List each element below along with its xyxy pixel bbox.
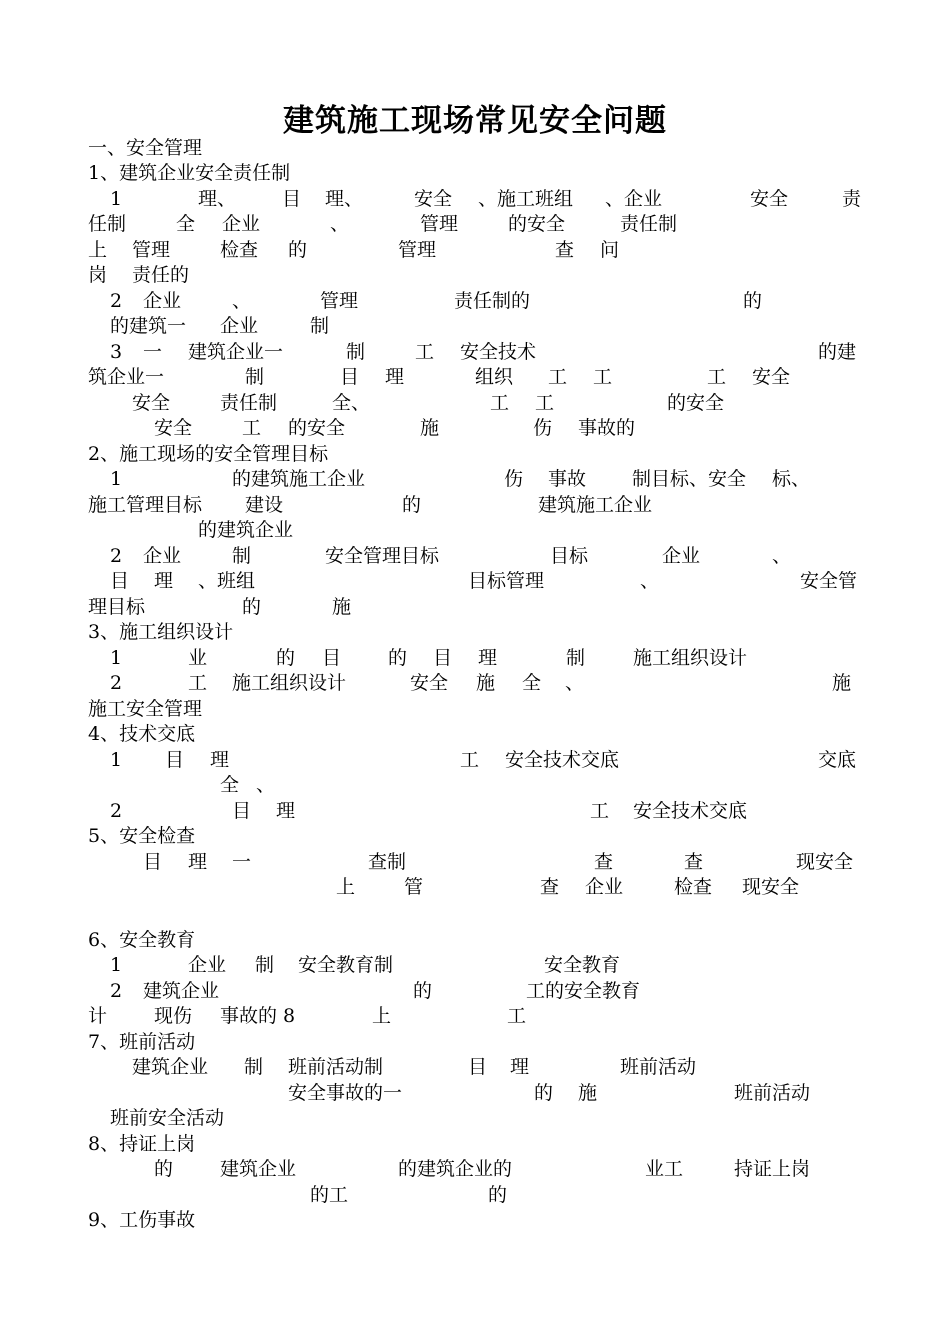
text-fragment: 责 [842,188,862,210]
text-fragment: 工 [548,366,568,388]
text-fragment: 1 [110,188,123,210]
text-line [0,721,950,747]
text-fragment: 制 [244,1056,264,1078]
text-fragment: 1 [110,468,123,490]
text-line [0,1131,950,1157]
text-fragment: 管理 [398,239,437,261]
text-fragment: 目标管理 [468,570,545,592]
text-fragment: 责任制 [620,213,678,235]
text-fragment: 施工组织设计 [232,672,347,694]
text-fragment: 建设 [245,494,284,516]
text-fragment: 目标 [550,545,589,567]
text-line [0,823,950,849]
text-fragment: 的建筑企业 [198,519,294,541]
text-fragment: 工 [242,417,262,439]
text-fragment: 建筑施工企业 [538,494,653,516]
text-fragment: 的 [388,647,408,669]
text-fragment: 现安全 [742,876,800,898]
text-line [0,313,950,339]
text-fragment: 目 [340,366,360,388]
text-fragment: 施工安全管理 [88,698,203,720]
text-fragment: 问 [600,239,620,261]
text-fragment: 理、 [198,188,237,210]
text-line [0,1080,950,1106]
text-fragment: 岗 [88,264,108,286]
text-fragment: 工 [593,366,613,388]
text-fragment: 管理 [320,290,359,312]
text-line [0,568,950,594]
text-line [0,952,950,978]
text-fragment: 制 [255,954,275,976]
text-fragment: 安全 [750,188,789,210]
text-fragment: 事故的 8 [220,1005,296,1027]
text-fragment: 企业 [143,545,182,567]
text-fragment: 企业 [188,954,227,976]
text-fragment: 1、建筑企业安全责任制 [88,162,291,184]
text-fragment: 1 [110,647,123,669]
text-line [0,186,950,212]
text-line [0,135,950,161]
text-fragment: 1 [110,954,123,976]
text-fragment: 安全 [132,392,171,414]
text-fragment: 业 [188,647,208,669]
text-fragment: 安全 [154,417,193,439]
text-fragment: 8、持证上岗 [88,1133,196,1155]
text-fragment: 7、班前活动 [88,1031,196,1053]
text-line [0,339,950,365]
text-fragment: 、企业 [605,188,663,210]
text-fragment: 施 [832,672,852,694]
text-line [0,441,950,467]
text-fragment: 的工 [310,1184,349,1206]
text-fragment: 班前活动制 [288,1056,384,1078]
text-fragment: 安全 [414,188,453,210]
text-fragment: 2、施工现场的安全管理目标 [88,443,329,465]
text-fragment: 工 [590,800,610,822]
text-fragment: 的 [534,1082,554,1104]
text-fragment: 目 [322,647,342,669]
text-fragment: 理 [154,570,174,592]
text-fragment: 理 [210,749,230,771]
text-fragment: 安全技术 [460,341,537,363]
text-fragment: 理 [276,800,296,822]
text-fragment: 查 [540,876,560,898]
text-fragment: 2 [110,290,123,312]
text-fragment: 企业 [222,213,261,235]
text-fragment: 、施工班组 [478,188,574,210]
text-fragment: 施 [476,672,496,694]
text-line [0,543,950,569]
text-fragment: 班前安全活动 [110,1107,225,1129]
text-fragment: 目 [433,647,453,669]
text-fragment: 工 [460,749,480,771]
text-fragment: 安全技术交底 [633,800,748,822]
text-line [0,262,950,288]
text-fragment: 建筑企业 [220,1158,297,1180]
document-title: 建筑施工现场常见安全问题 [283,102,667,139]
text-fragment: 安全教育 [544,954,621,976]
text-fragment: 6、安全教育 [88,929,196,951]
text-line [0,927,950,953]
text-fragment: 工 [490,392,510,414]
text-line [0,696,950,722]
text-fragment: 企业 [220,315,259,337]
text-fragment: 的建筑施工企业 [232,468,366,490]
text-fragment: 建筑企业 [143,980,220,1002]
text-fragment: 3、施工组织设计 [88,621,234,643]
text-fragment: 持证上岗 [734,1158,811,1180]
text-fragment: 9、工伤事故 [88,1209,196,1231]
text-fragment: 工 [707,366,727,388]
text-fragment: 上 [372,1005,392,1027]
text-fragment: 上 [336,876,356,898]
text-fragment: 施工组织设计 [633,647,748,669]
text-line [0,160,950,186]
text-fragment: 的 [288,239,308,261]
text-fragment: 目 [468,1056,488,1078]
text-fragment: 目 [282,188,302,210]
text-fragment: 伤 [504,468,524,490]
text-fragment: 的安全 [508,213,566,235]
text-fragment: 筑企业一 [88,366,165,388]
text-line [0,874,950,900]
text-line [0,670,950,696]
text-fragment: 、 [330,213,350,235]
text-fragment: 施 [420,417,440,439]
text-fragment: 制 [346,341,366,363]
text-fragment: 的 [413,980,433,1002]
text-fragment: 检查 [674,876,713,898]
text-fragment: 事故的 [578,417,636,439]
text-line [0,390,950,416]
text-fragment: 一、安全管理 [88,137,203,159]
text-fragment: 查 [684,851,704,873]
text-line [0,364,950,390]
text-fragment: 管理 [132,239,171,261]
text-fragment: 的 [743,290,763,312]
text-fragment: 目 [143,851,163,873]
text-fragment: 安全 [410,672,449,694]
text-fragment: 目 [110,570,130,592]
text-line [0,415,950,441]
text-fragment: 责任制的 [454,290,531,312]
text-fragment: 的安全 [288,417,346,439]
text-fragment: 班前活动 [734,1082,811,1104]
text-line [0,798,950,824]
text-fragment: 一 [232,851,252,873]
text-fragment: 企业 [143,290,182,312]
text-fragment: 、 [232,290,252,312]
text-fragment: 责任制 [220,392,278,414]
text-line [0,772,950,798]
text-fragment: 任制 [88,213,127,235]
text-fragment: 安全管 [800,570,858,592]
text-line [0,237,950,263]
text-fragment: 工 [188,672,208,694]
text-fragment: 目 [232,800,252,822]
text-fragment: 查制 [368,851,407,873]
text-fragment: 安全事故的一 [288,1082,403,1104]
text-fragment: 的安全 [667,392,725,414]
text-line [0,978,950,1004]
text-fragment: 的建 [818,341,857,363]
text-line [0,466,950,492]
text-fragment: 3 [110,341,123,363]
text-fragment: 2 [110,545,123,567]
text-line [0,517,950,543]
text-fragment: 全 [176,213,196,235]
text-line [0,849,950,875]
text-fragment: 的 [276,647,296,669]
text-fragment: 工 [535,392,555,414]
text-fragment: 企业 [585,876,624,898]
text-fragment: 、班组 [198,570,256,592]
text-fragment: 管理 [420,213,459,235]
text-fragment: 制目标、安全 [632,468,747,490]
text-fragment: 工 [507,1005,527,1027]
text-fragment: 工的安全教育 [526,980,641,1002]
text-fragment: 施 [578,1082,598,1104]
text-fragment: 建筑企业 [132,1056,209,1078]
text-fragment: 工 [415,341,435,363]
text-line [0,1029,950,1055]
text-fragment: 安全管理目标 [325,545,440,567]
text-fragment: 、 [640,570,660,592]
text-line [0,747,950,773]
text-fragment: 企业 [662,545,701,567]
text-fragment: 施 [332,596,352,618]
text-fragment: 管 [404,876,424,898]
text-fragment: 2 [110,800,123,822]
text-fragment: 一 [143,341,163,363]
text-fragment: 理 [188,851,208,873]
text-fragment: 组织 [475,366,514,388]
text-fragment: 理 [385,366,405,388]
text-fragment: 标、 [772,468,811,490]
text-line [0,1156,950,1182]
text-fragment: 制 [566,647,586,669]
text-line [0,492,950,518]
text-fragment: 理 [478,647,498,669]
text-line [0,211,950,237]
text-line [0,288,950,314]
text-line [0,1003,950,1029]
text-fragment: 安全技术交底 [505,749,620,771]
text-fragment: 检查 [220,239,259,261]
text-fragment: 安全 [752,366,791,388]
text-fragment: 事故 [548,468,587,490]
text-fragment: 全 [522,672,542,694]
text-line [0,619,950,645]
text-fragment: 的建筑一 [110,315,187,337]
text-fragment: 理、 [325,188,364,210]
text-line [0,645,950,671]
text-line [0,1207,950,1233]
text-fragment: 上 [88,239,108,261]
text-fragment: 交底 [818,749,857,771]
text-fragment: 、 [565,672,585,694]
text-fragment: 计 [88,1005,108,1027]
text-line [0,1105,950,1131]
text-fragment: 现安全 [796,851,854,873]
text-fragment: 2 [110,672,123,694]
text-fragment: 4、技术交底 [88,723,196,745]
text-fragment: 责任的 [132,264,190,286]
text-fragment: 伤 [533,417,553,439]
text-fragment: 2 [110,980,123,1002]
text-fragment: 安全教育制 [298,954,394,976]
text-fragment: 的 [402,494,422,516]
text-line [0,1182,950,1208]
text-fragment: 查 [594,851,614,873]
text-fragment: 现伤 [154,1005,193,1027]
text-line [0,1054,950,1080]
text-line [0,594,950,620]
text-fragment: 全 [220,774,240,796]
text-fragment: 1 [110,749,123,771]
text-fragment: 业工 [645,1158,684,1180]
text-fragment: 理目标 [88,596,146,618]
text-fragment: 制 [232,545,252,567]
text-fragment: 、 [772,545,792,567]
text-fragment: 制 [310,315,330,337]
text-fragment: 的 [488,1184,508,1206]
text-fragment: 施工管理目标 [88,494,203,516]
text-fragment: 、 [256,774,276,796]
text-fragment: 5、安全检查 [88,825,196,847]
text-fragment: 目 [165,749,185,771]
text-fragment: 全、 [332,392,371,414]
text-fragment: 理 [510,1056,530,1078]
text-fragment: 班前活动 [620,1056,697,1078]
text-fragment: 查 [555,239,575,261]
text-fragment: 的 [242,596,262,618]
text-fragment: 的建筑企业的 [398,1158,513,1180]
text-fragment: 的 [154,1158,174,1180]
text-fragment: 建筑企业一 [188,341,284,363]
text-fragment: 制 [245,366,265,388]
